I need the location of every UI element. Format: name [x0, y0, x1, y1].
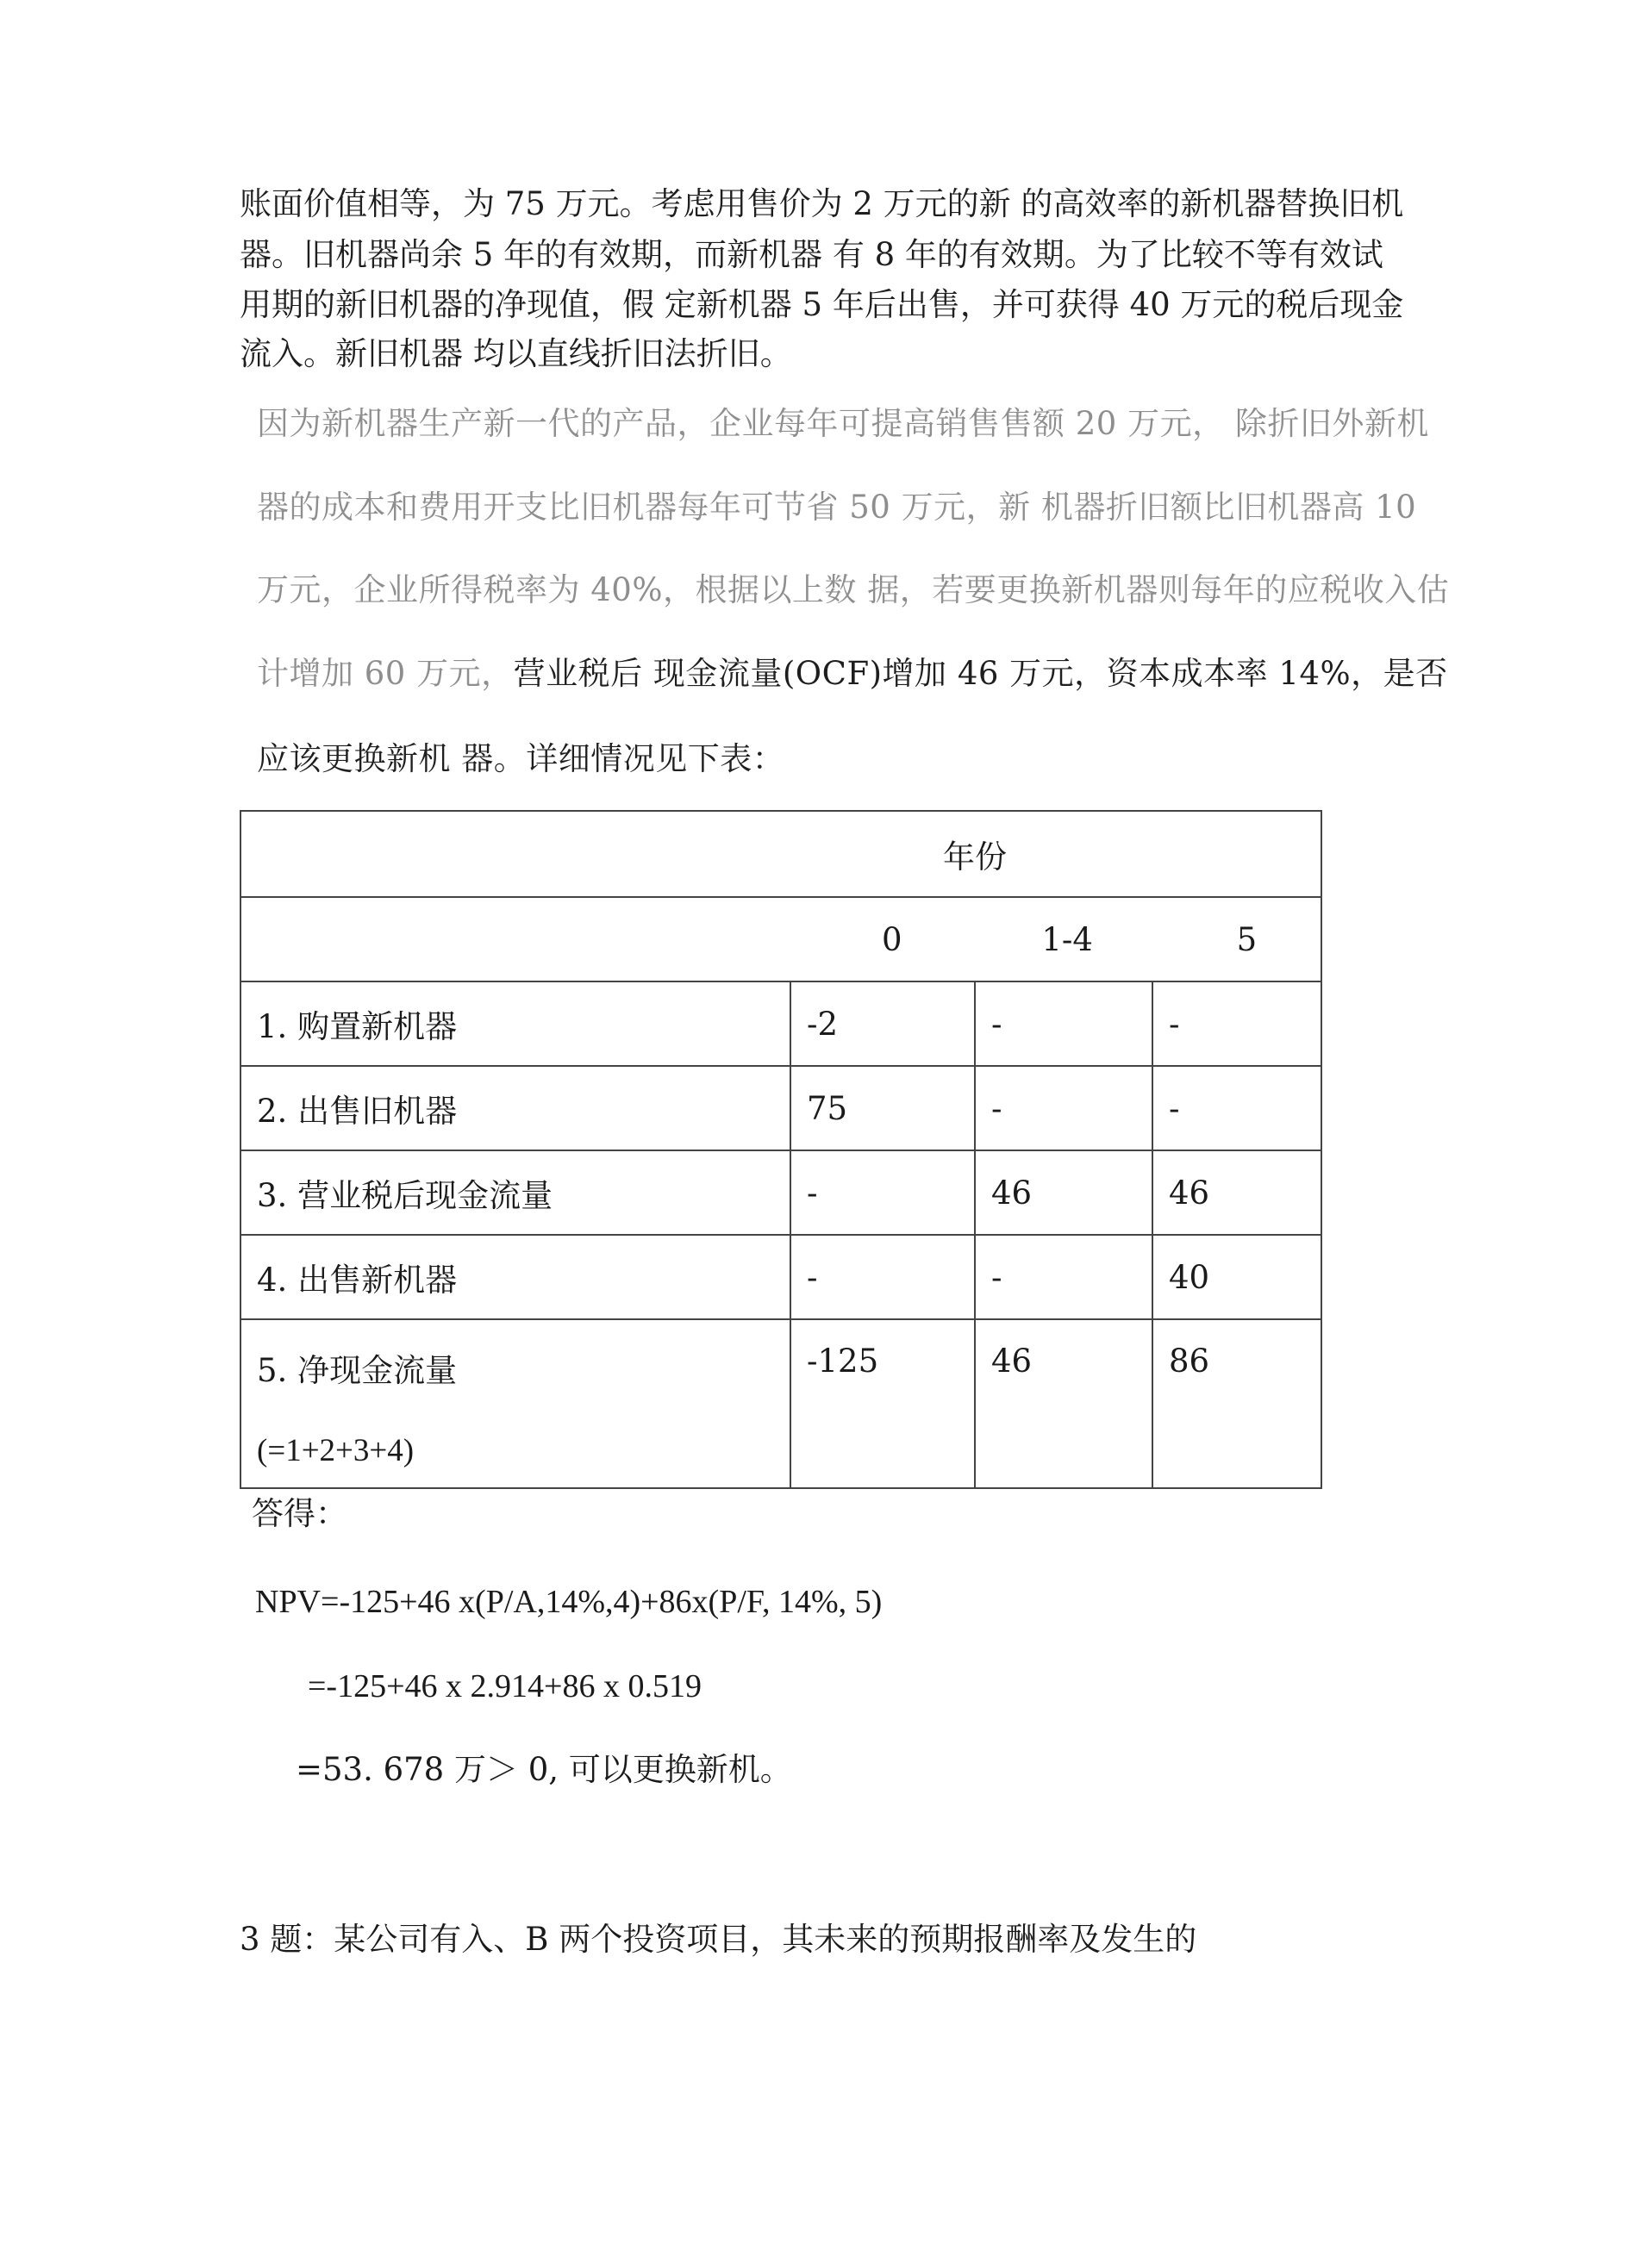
row-value-5: -: [1152, 981, 1321, 1066]
question3-text: 3 题：某公司有入、B 两个投资项目，其未来的预期报酬率及发生的: [240, 1921, 1197, 1958]
row-value-0: 75: [790, 1066, 975, 1150]
row-value-0: -: [790, 1235, 975, 1319]
table-header-row-periods: [240, 897, 1321, 981]
row-value-1-4: -: [975, 981, 1152, 1066]
npv-line1: NPV=-125+46 x(P/A,14%,4)+86x(P/F, 14%, 5): [255, 1584, 883, 1620]
row-value-5: 40: [1152, 1235, 1321, 1319]
paragraph2-line4: [257, 655, 1448, 692]
header-col-1-4: 1-4: [1041, 920, 1093, 958]
row-label: 1. 购置新机器: [240, 981, 790, 1066]
row-label-line1: 5. 净现金流量: [257, 1352, 458, 1389]
cashflow-table: [240, 810, 1322, 1489]
row-value-0: -: [790, 1150, 975, 1235]
header-year: 年份: [943, 838, 1007, 875]
npv-line3: =53. 678 万＞ 0, 可以更换新机。: [296, 1751, 792, 1788]
row-label: 3. 营业税后现金流量: [240, 1150, 790, 1235]
table-row: [240, 1319, 1321, 1488]
paragraph2-line2: 器的成本和费用开支比旧机器每年可节省 50 万元，新 机器折旧额比旧机器高 10: [257, 489, 1417, 526]
paragraph1-line4: 流入。新旧机器 均以直线折旧法折旧。: [240, 335, 792, 372]
paragraph2-line4-light: 计增加 60 万元，: [257, 655, 514, 692]
paragraph1-line2: 器。旧机器尚余 5 年的有效期，而新机器 有 8 年的有效期。为了比较不等有效试: [240, 236, 1383, 273]
row-label: [240, 1319, 790, 1488]
row-value-0: -2: [790, 981, 975, 1066]
row-value-5: -: [1152, 1066, 1321, 1150]
row-value-5: 86: [1152, 1319, 1321, 1488]
table-row: [240, 1235, 1321, 1319]
row-label-line2: (=1+2+3+4): [257, 1433, 415, 1468]
header-col-5: 5: [1236, 920, 1258, 958]
header-year-cell: [240, 811, 1321, 897]
npv-line2: =-125+46 x 2.914+86 x 0.519: [308, 1668, 702, 1704]
table-row: [240, 1150, 1321, 1235]
row-value-1-4: 46: [975, 1150, 1152, 1235]
table-row: [240, 1066, 1321, 1150]
paragraph2-line1: 因为新机器生产新一代的产品，企业每年可提高销售售额 20 万元， 除折旧外新机: [257, 405, 1429, 442]
row-value-1-4: -: [975, 1066, 1152, 1150]
row-label: 4. 出售新机器: [240, 1235, 790, 1319]
table-header-row-year: [240, 811, 1321, 897]
row-value-5: 46: [1152, 1150, 1321, 1235]
paragraph1-line1: 账面价值相等，为 75 万元。考虑用售价为 2 万元的新 的高效率的新机器替换旧机: [240, 185, 1404, 222]
paragraph2-line5: 应该更换新机 器。详细情况见下表：: [257, 740, 785, 777]
row-value-0: -125: [790, 1319, 975, 1488]
paragraph1-line3: 用期的新旧机器的净现值，假 定新机器 5 年后出售，并可获得 40 万元的税后现金: [240, 286, 1404, 323]
paragraph2-line4-dark: 营业税后 现金流量(OCF)增加 46 万元，资本成本率 14%，是否: [513, 655, 1448, 692]
header-periods-cell: [240, 897, 1321, 981]
answer-label: 答得：: [252, 1495, 347, 1532]
paragraph2-line3: 万元，企业所得税率为 40%，根据以上数 据，若要更换新机器则每年的应税收入估: [257, 571, 1450, 608]
row-label: 2. 出售旧机器: [240, 1066, 790, 1150]
table-row: [240, 981, 1321, 1066]
header-col-0: 0: [882, 920, 902, 958]
row-value-1-4: 46: [975, 1319, 1152, 1488]
row-value-1-4: -: [975, 1235, 1152, 1319]
